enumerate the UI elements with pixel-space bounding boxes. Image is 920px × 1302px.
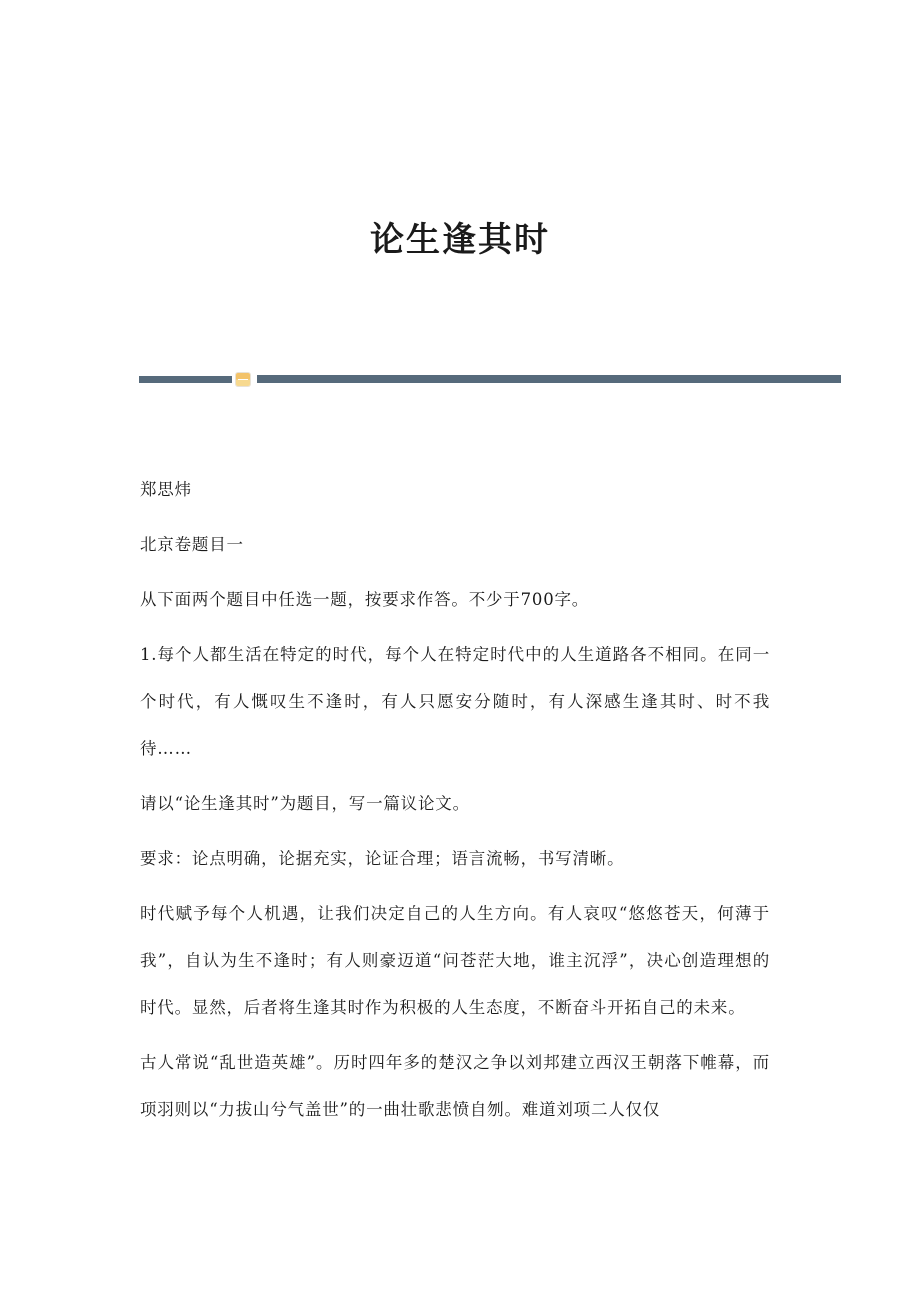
document-title: 论生逢其时 bbox=[370, 220, 550, 260]
divider-ornament-icon bbox=[236, 373, 250, 386]
author-line: 郑思炜 bbox=[140, 480, 192, 499]
paragraph: 请以“论生逢其时”为题目，写一篇议论文。 bbox=[140, 794, 470, 813]
paragraph: 从下面两个题目中任选一题，按要求作答。不少于700字。 bbox=[140, 590, 590, 609]
paragraph: 时代赋予每个人机遇，让我们决定自己的人生方向。有人哀叹“悠悠苍天，何薄于我”，自认为生不逢时；有人则豪迈道“问苍茫大地，谁主沉浮”，决心创造理想的时代。显然，后者将生逢其时作为积极的人生态度，不断奋斗开拓自己的未来。 bbox=[140, 904, 770, 1017]
paragraph: 要求：论点明确，论据充实，论证合理；语言流畅，书写清晰。 bbox=[140, 849, 625, 868]
paragraph: 古人常说“乱世造英雄”。历时四年多的楚汉之争以刘邦建立西汉王朝落下帷幕，而项羽则以“力拔山兮气盖世”的一曲壮歌悲愤自刎。难道刘项二人仅仅 bbox=[140, 1053, 770, 1119]
document-body bbox=[140, 466, 770, 1141]
title-divider bbox=[139, 375, 841, 384]
divider-bar-left bbox=[139, 376, 232, 383]
paragraph: 1.每个人都生活在特定的时代，每个人在特定时代中的人生道路各不相同。在同一个时代，有人慨叹生不逢时，有人只愿安分随时，有人深感生逢其时、时不我待…… bbox=[140, 645, 770, 758]
divider-bar-right bbox=[257, 375, 841, 383]
paragraph: 北京卷题目一 bbox=[140, 535, 244, 554]
